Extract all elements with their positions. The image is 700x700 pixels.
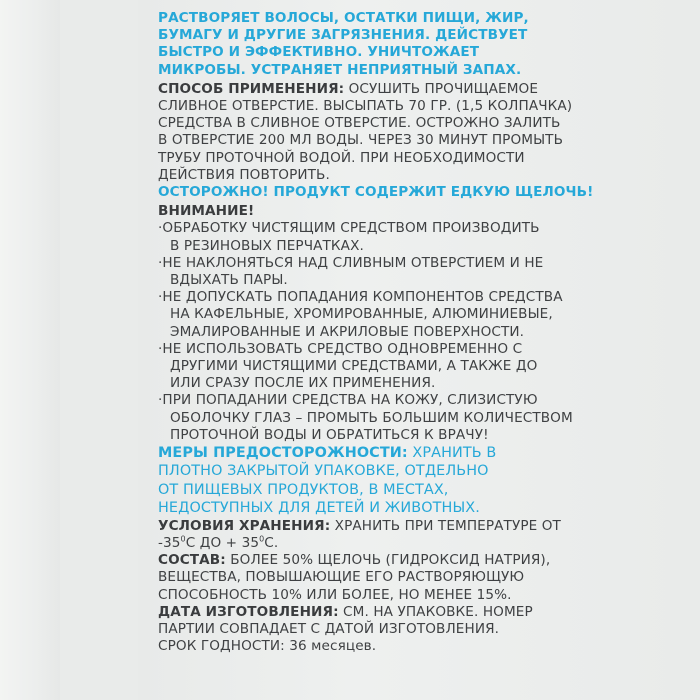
usage-text: ОСУШИТЬ ПРОЧИЩАЕМОЕ (344, 80, 539, 97)
attention-item: ·ОБРАБОТКУ ЧИСТЯЩИМ СРЕДСТВОМ ПРОИЗВОДИТЬ (158, 220, 540, 237)
precautions-line: ОТ ПИЩЕВЫХ ПРОДУКТОВ, В МЕСТАХ, (158, 481, 449, 498)
attention-item-cont: ВДЫХАТЬ ПАРЫ. (170, 272, 288, 289)
precautions-line: НЕДОСТУПНЫХ ДЛЯ ДЕТЕЙ И ЖИВОТНЫХ. (158, 500, 480, 517)
intro-line: РАСТВОРЯЕТ ВОЛОСЫ, ОСТАТКИ ПИЩИ, ЖИР, (158, 10, 529, 26)
storage-temperature: $-35^0С$ ДО + $35^0С$. (158, 534, 279, 551)
background-left (0, 0, 60, 700)
attention-item-cont: ЭМАЛИРОВАННЫЕ И АКРИЛОВЫЕ ПОВЕРХНОСТИ. (170, 323, 525, 340)
attention-item: ·НЕ НАКЛОНЯТЬСЯ НАД СЛИВНЫМ ОТВЕРСТИЕМ И НЕ (158, 254, 544, 271)
attention-label: ВНИМАНИЕ! (158, 203, 255, 220)
usage-line: ДЕЙСТВИЯ ПОВТОРИТЬ. (158, 166, 330, 183)
attention-item-cont: НА КАФЕЛЬНЫЕ, ХРОМИРОВАННЫЕ, АЛЮМИНИЕВЫЕ, (170, 306, 553, 323)
manufacture-section (158, 604, 578, 656)
precautions-label: МЕРЫ ПРЕДОСТОРОЖНОСТИ: (158, 445, 408, 462)
precautions-text: ХРАНИТЬ В (407, 445, 497, 462)
usage-line: В ОТВЕРСТИЕ 200 МЛ ВОДЫ. ЧЕРЕЗ 30 МИНУТ ПРОМЫТЬ (158, 132, 564, 149)
usage-section (158, 81, 578, 184)
usage-line: СЛИВНОЕ ОТВЕРСТИЕ. ВЫСЫПАТЬ 70 ГР. (1,5 КОЛПАЧКА) (158, 98, 573, 115)
storage-label: УСЛОВИЯ ХРАНЕНИЯ: (158, 517, 331, 534)
composition-line: СПОСОБНОСТЬ 10% ИЛИ БОЛЕЕ, НО МЕНЕЕ 15%. (158, 586, 512, 603)
manufacture-line: СРОК ГОДНОСТИ: 36 месяцев. (158, 638, 377, 655)
attention-item: ·НЕ ИСПОЛЬЗОВАТЬ СРЕДСТВО ОДНОВРЕМЕННО С (158, 340, 523, 357)
attention-section (158, 203, 578, 444)
storage-text: ХРАНИТЬ ПРИ ТЕМПЕРАТУРЕ ОТ (330, 517, 561, 534)
usage-line: ТРУБУ ПРОТОЧНОЙ ВОДОЙ. ПРИ НЕОБХОДИМОСТИ (158, 149, 525, 166)
attention-item-cont: ПРОТОЧНОЙ ВОДЫ И ОБРАТИТЬСЯ К ВРАЧУ! (170, 426, 489, 443)
storage-section (158, 518, 578, 552)
label-text (158, 10, 594, 655)
usage-line: СРЕДСТВА В СЛИВНОЕ ОТВЕРСТИЕ. ОСТРОЖНО ЗАЛИТЬ (158, 115, 561, 132)
attention-item: ·НЕ ДОПУСКАТЬ ПОПАДАНИЯ КОМПОНЕНТОВ СРЕДСТВА (158, 289, 563, 306)
attention-item-cont: ИЛИ СРАЗУ ПОСЛЕ ИХ ПРИМЕНЕНИЯ. (170, 375, 436, 392)
manufacture-label: ДАТА ИЗГОТОВЛЕНИЯ: (158, 603, 339, 620)
attention-item-cont: ОБОЛОЧКУ ГЛАЗ – ПРОМЫТЬ БОЛЬШИМ КОЛИЧЕСТВОМ (170, 409, 573, 426)
caution-warning: ОСТОРОЖНО! ПРОДУКТ СОДЕРЖИТ ЕДКУЮ ЩЕЛОЧЬ! (158, 184, 594, 201)
intro-line: БЫСТРО И ЭФФЕКТИВНО. УНИЧТОЖАЕТ (158, 44, 480, 61)
composition-text: БОЛЕЕ 50% ЩЕЛОЧЬ (ГИДРОКСИД НАТРИЯ), (225, 552, 551, 569)
composition-line: ВЕЩЕСТВА, ПОВЫШАЮЩИЕ ЕГО РАСТВОРЯЮЩУЮ (158, 569, 525, 586)
intro-section (158, 10, 578, 79)
composition-section (158, 552, 578, 604)
intro-line: МИКРОБЫ. УСТРАНЯЕТ НЕПРИЯТНЫЙ ЗАПАХ. (158, 61, 522, 78)
precautions-line: ПЛОТНО ЗАКРЫТОЙ УПАКОВКЕ, ОТДЕЛЬНО (158, 463, 489, 480)
attention-item-cont: ДРУГИМИ ЧИСТЯЩИМИ СРЕДСТВАМИ, А ТАКЖЕ ДО (170, 358, 538, 375)
usage-label: СПОСОБ ПРИМЕНЕНИЯ: (158, 80, 345, 97)
precautions-section (158, 444, 578, 518)
intro-line: БУМАГУ И ДРУГИЕ ЗАГРЯЗНЕНИЯ. ДЕЙСТВУЕТ (158, 27, 528, 44)
manufacture-text: СМ. НА УПАКОВКЕ. НОМЕР (338, 603, 533, 620)
manufacture-line: ПАРТИИ СОВПАДАЕТ С ДАТОЙ ИЗГОТОВЛЕНИЯ. (158, 620, 500, 637)
attention-item-cont: В РЕЗИНОВЫХ ПЕРЧАТКАХ. (170, 237, 364, 254)
composition-label: СОСТАВ: (158, 552, 226, 569)
attention-item: ·ПРИ ПОПАДАНИИ СРЕДСТВА НА КОЖУ, СЛИЗИСТУЮ (158, 392, 538, 409)
